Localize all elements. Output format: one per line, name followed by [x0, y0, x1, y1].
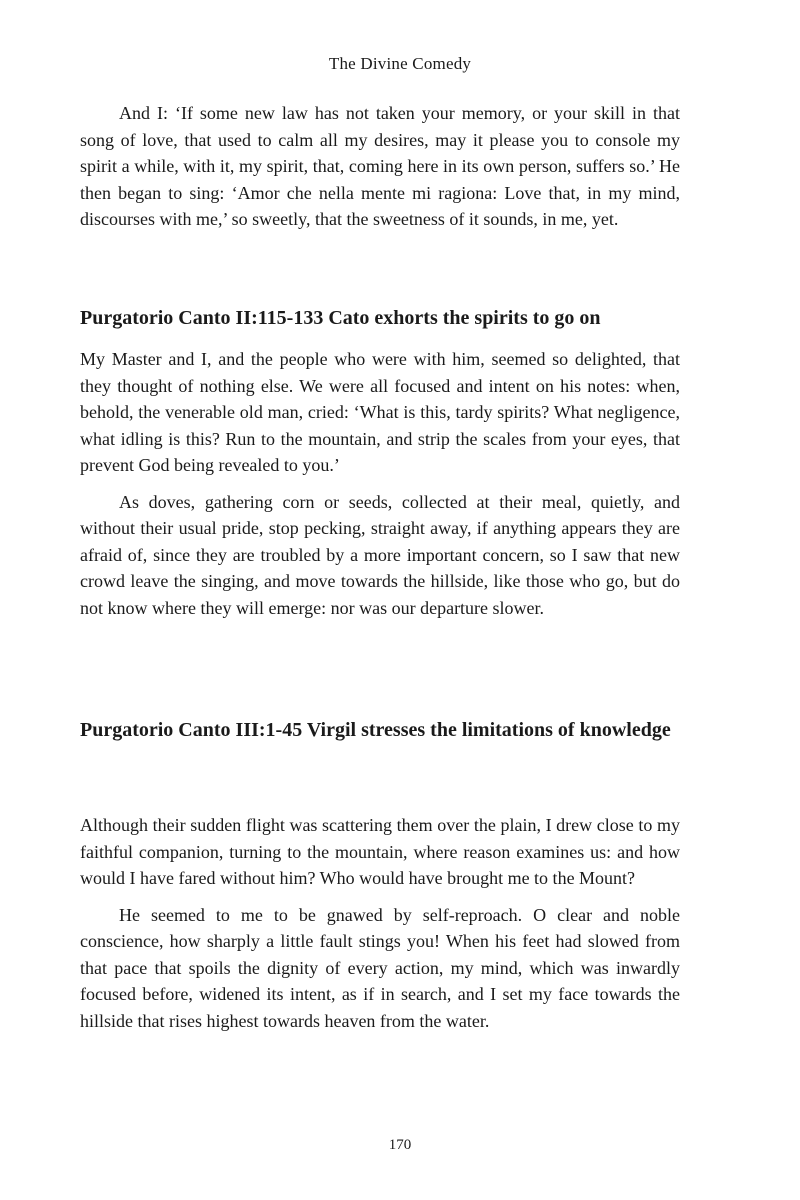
running-head: The Divine Comedy — [328, 54, 472, 73]
paragraph: And I: ‘If some new law has not taken your memory, or your skill in that song of love, that used to calm all my desires, may it please you to console my spirit a while, with it, my spirit, that, coming here in its own person, suffers so.’ He then began to sing: ‘Amor che nella mente mi ragiona: Love that, in my mind, discourses with me,’ so sweetly, that the sweetness of it sounds, in me, yet. — [80, 103, 680, 229]
paragraph: My Master and I, and the people who were with him, seemed so delighted, that they thought of nothing else. We were all focused and intent on his notes: when, behold, the venerable old man, cried: ‘What is this, tardy spirits? What negligence, what idling is this? Run to the mountain, and strip the scales from your eyes, that prevent God being revealed to you.’ — [80, 349, 680, 475]
section-heading: Purgatorio Canto III:1-45 Virgil stresses the limitations of knowledge — [80, 719, 671, 741]
paragraph: As doves, gathering corn or seeds, collected at their meal, quietly, and without their usual pride, stop pecking, straight away, if anything appears they are afraid of, since they are troubled by a more important concern, so I saw that new crowd leave the singing, and move towards the hillside, like those who go, but do not know where they will emerge: nor was our departure slower. — [80, 491, 680, 618]
section-canto-iii — [80, 717, 680, 743]
section-opening — [80, 100, 680, 243]
section-canto-ii — [80, 305, 680, 331]
section-canto-iii-body — [80, 812, 680, 1044]
section-canto-ii-body — [80, 346, 680, 631]
paragraph: He seemed to me to be gnawed by self-reproach. O clear and noble conscience, how sharply a little fault stings you! When his feet had slowed from that pace that spoils the dignity of every action, my mind, which was inwardly focused before, widened its intent, as if in search, and I set my face towards the hillside that rises highest towards heaven from the water. — [80, 904, 680, 1031]
section-heading: Purgatorio Canto II:115-133 Cato exhorts the spirits to go on — [80, 307, 601, 329]
paragraph: Although their sudden flight was scattering them over the plain, I drew close to my faithful companion, turning to the mountain, where reason examines us: and how would I have fared without him? Who would have brought me to the Mount? — [80, 815, 680, 888]
page-number: 170 — [388, 1137, 412, 1153]
